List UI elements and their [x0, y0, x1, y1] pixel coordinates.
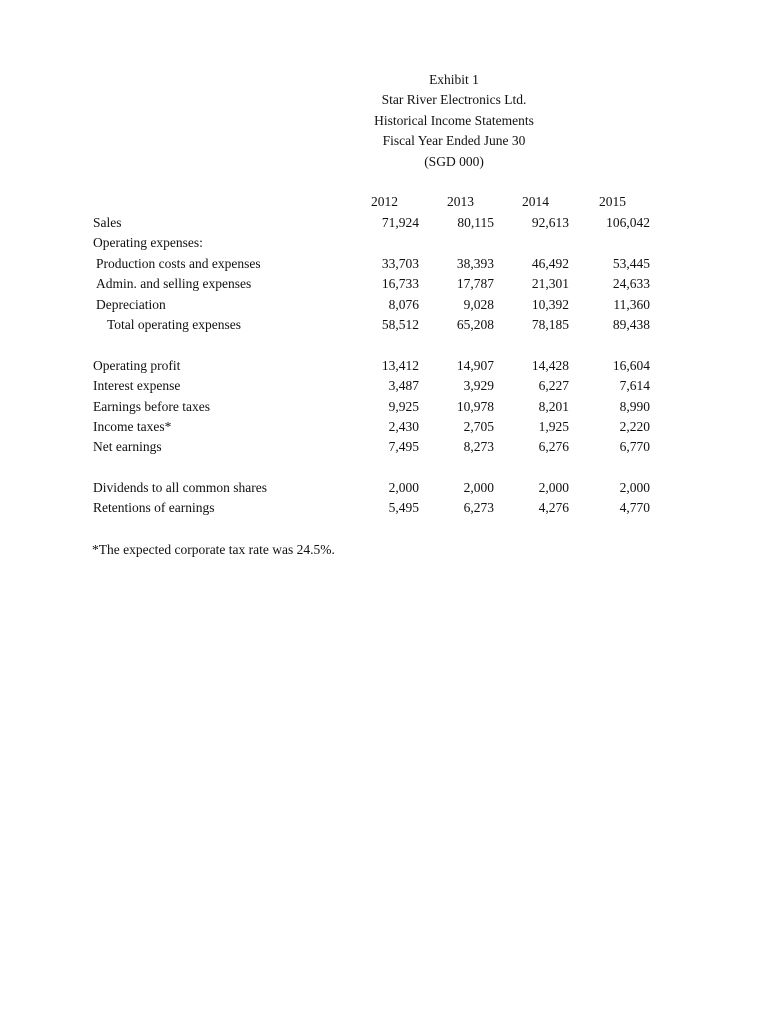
value-cell: 24,633 [612, 276, 650, 291]
row-label: Interest expense [93, 378, 181, 393]
value-cell: 2,000 [619, 480, 650, 495]
value-cell: 8,201 [538, 399, 569, 414]
value-cell: 6,273 [463, 500, 494, 515]
company-name: Star River Electronics Ltd. [381, 92, 527, 107]
row-net-earnings [0, 437, 768, 457]
row-operating-profit [0, 356, 768, 376]
value-cell: 3,487 [388, 378, 419, 393]
row-label: Total operating expenses [107, 317, 242, 332]
row-production-costs [0, 254, 768, 274]
currency-units: (SGD 000) [424, 154, 484, 169]
row-admin-selling [0, 274, 768, 294]
value-cell: 2,430 [388, 419, 419, 434]
row-total-operating-expenses [0, 315, 768, 335]
value-cell: 11,360 [613, 297, 650, 312]
value-cell: 3,929 [463, 378, 494, 393]
value-cell: 8,076 [388, 297, 419, 312]
row-label: Depreciation [96, 297, 166, 312]
value-cell: 9,925 [388, 399, 419, 414]
row-label: Admin. and selling expenses [96, 276, 252, 291]
value-cell: 58,512 [381, 317, 419, 332]
value-cell: 7,614 [619, 378, 650, 393]
value-cell: 92,613 [531, 215, 569, 230]
tax-rate-footnote: *The expected corporate tax rate was 24.5%. [92, 542, 335, 557]
row-label: Income taxes* [93, 419, 172, 434]
value-cell: 2,000 [538, 480, 569, 495]
row-label: Operating expenses: [93, 235, 203, 250]
row-depreciation [0, 295, 768, 315]
value-cell: 78,185 [531, 317, 569, 332]
year-header: 2013 [447, 194, 474, 209]
year-header: 2015 [599, 194, 626, 209]
row-label: Production costs and expenses [96, 256, 261, 271]
row-label: Operating profit [93, 358, 181, 373]
row-retentions [0, 498, 768, 518]
value-cell: 33,703 [381, 256, 419, 271]
row-label: Dividends to all common shares [93, 480, 267, 495]
value-cell: 106,042 [606, 215, 650, 230]
exhibit-number: Exhibit 1 [429, 72, 479, 87]
value-cell: 5,495 [388, 500, 419, 515]
row-dividends [0, 478, 768, 498]
value-cell: 16,604 [612, 358, 650, 373]
row-label: Retentions of earnings [93, 500, 215, 515]
value-cell: 2,000 [463, 480, 494, 495]
row-label: Sales [93, 215, 122, 230]
value-cell: 71,924 [381, 215, 419, 230]
value-cell: 2,000 [388, 480, 419, 495]
value-cell: 9,028 [463, 297, 494, 312]
value-cell: 46,492 [531, 256, 569, 271]
value-cell: 14,907 [456, 358, 494, 373]
value-cell: 7,495 [388, 439, 419, 454]
row-operating-expenses-heading [0, 233, 768, 253]
value-cell: 6,276 [538, 439, 569, 454]
value-cell: 14,428 [531, 358, 569, 373]
value-cell: 10,978 [456, 399, 494, 414]
value-cell: 4,770 [619, 500, 650, 515]
value-cell: 17,787 [456, 276, 494, 291]
fiscal-period: Fiscal Year Ended June 30 [382, 133, 526, 148]
statement-title: Historical Income Statements [374, 113, 534, 128]
value-cell: 8,990 [619, 399, 650, 414]
value-cell: 1,925 [538, 419, 569, 434]
value-cell: 6,770 [619, 439, 650, 454]
row-label: Earnings before taxes [93, 399, 210, 414]
year-header: 2012 [371, 194, 398, 209]
value-cell: 38,393 [456, 256, 494, 271]
row-sales [0, 213, 768, 233]
row-label: Net earnings [93, 439, 162, 454]
row-earnings-before-taxes [0, 397, 768, 417]
value-cell: 65,208 [456, 317, 494, 332]
value-cell: 8,273 [463, 439, 494, 454]
value-cell: 16,733 [381, 276, 419, 291]
row-interest-expense [0, 376, 768, 396]
value-cell: 89,438 [612, 317, 650, 332]
value-cell: 80,115 [457, 215, 494, 230]
value-cell: 2,705 [463, 419, 494, 434]
row-income-taxes [0, 417, 768, 437]
value-cell: 10,392 [531, 297, 569, 312]
value-cell: 53,445 [612, 256, 650, 271]
value-cell: 21,301 [531, 276, 569, 291]
value-cell: 4,276 [538, 500, 569, 515]
year-header-row [0, 192, 768, 212]
value-cell: 13,412 [381, 358, 419, 373]
year-header: 2014 [522, 194, 549, 209]
value-cell: 6,227 [538, 378, 569, 393]
value-cell: 2,220 [619, 419, 650, 434]
